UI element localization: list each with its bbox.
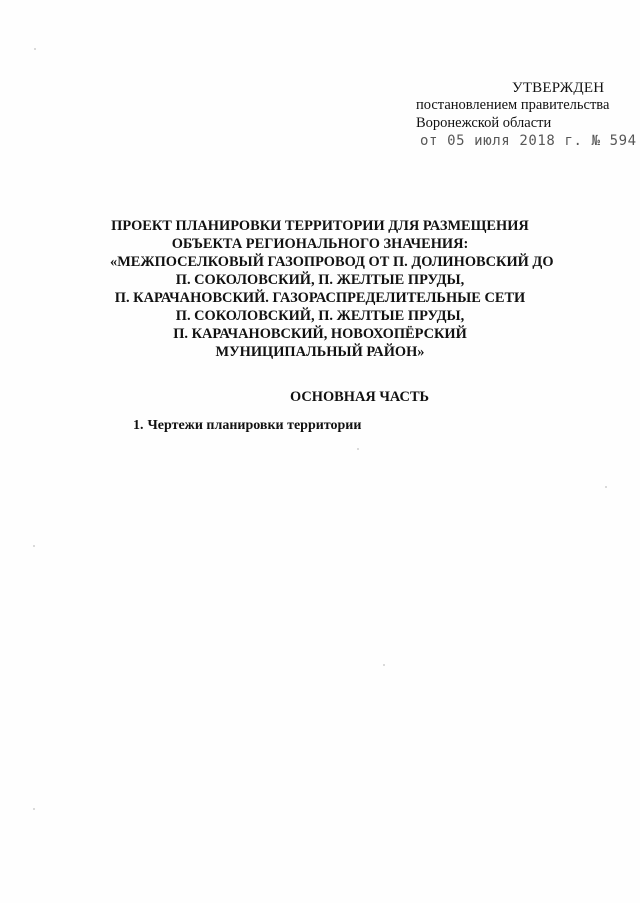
title-line: МУНИЦИПАЛЬНЫЙ РАЙОН» xyxy=(215,344,425,360)
scan-speck xyxy=(33,808,35,810)
scan-speck xyxy=(34,48,36,50)
approval-date-number-stamp: от 05 июля 2018 г. № 594 xyxy=(420,133,637,149)
scan-speck xyxy=(33,545,35,547)
list-item-number: 1. xyxy=(133,418,144,433)
approval-line-region: Воронежской области xyxy=(416,115,552,131)
list-item-text: Чертежи планировки территории xyxy=(147,418,362,433)
approval-line-decree: постановлением правительства xyxy=(416,97,610,113)
title-line: П. КАРАЧАНОВСКИЙ. ГАЗОРАСПРЕДЕЛИТЕЛЬНЫЕ СЕТИ xyxy=(114,290,526,306)
title-line: ПРОЕКТ ПЛАНИРОВКИ ТЕРРИТОРИИ ДЛЯ РАЗМЕЩЕНИЯ xyxy=(111,218,529,234)
approval-heading: УТВЕРЖДЕН xyxy=(512,80,605,96)
title-line: ОБЪЕКТА РЕГИОНАЛЬНОГО ЗНАЧЕНИЯ: xyxy=(171,236,469,252)
title-line: П. КАРАЧАНОВСКИЙ, НОВОХОПЁРСКИЙ xyxy=(173,326,467,342)
document-title xyxy=(110,217,554,361)
scan-speck xyxy=(357,448,359,450)
scan-speck xyxy=(605,486,607,488)
title-line: П. СОКОЛОВСКИЙ, П. ЖЕЛТЫЕ ПРУДЫ, xyxy=(175,308,465,324)
scan-speck xyxy=(383,664,385,666)
list-item xyxy=(133,418,361,434)
title-line: «МЕЖПОСЕЛКОВЫЙ ГАЗОПРОВОД ОТ П. ДОЛИНОВСКИЙ ДО xyxy=(110,254,554,270)
section-heading: ОСНОВНАЯ ЧАСТЬ xyxy=(290,389,430,405)
title-line: П. СОКОЛОВСКИЙ, П. ЖЕЛТЫЕ ПРУДЫ, xyxy=(175,272,465,288)
